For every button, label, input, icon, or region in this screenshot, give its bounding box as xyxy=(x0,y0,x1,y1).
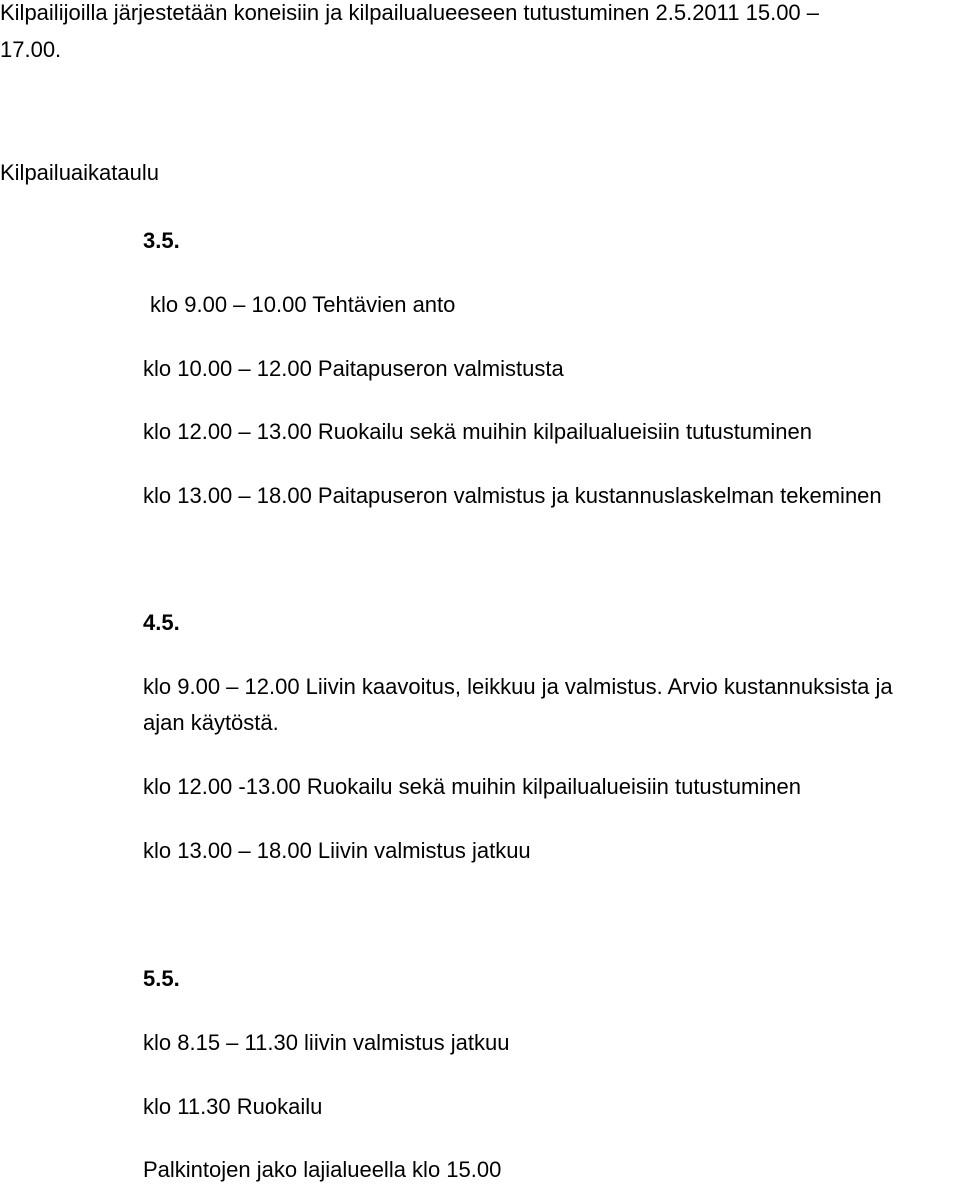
schedule-item: klo 13.00 – 18.00 Paitapuseron valmistus ja kustannuslaskelman tekeminen xyxy=(143,483,882,508)
schedule-item: klo 9.00 – 10.00 Tehtävien anto xyxy=(150,292,456,317)
schedule-item: ajan käytöstä. xyxy=(143,710,279,735)
schedule-item: klo 10.00 – 12.00 Paitapuseron valmistusta xyxy=(143,356,564,381)
intro-line-1: Kilpailijoilla järjestetään koneisiin ja kilpailualueeseen tutustuminen 2.5.2011 15.00 – xyxy=(0,0,820,25)
schedule-item: klo 11.30 Ruokailu xyxy=(143,1094,323,1119)
day-date: 4.5. xyxy=(143,610,180,635)
day-date: 3.5. xyxy=(143,228,180,253)
schedule-item: klo 8.15 – 11.30 liivin valmistus jatkuu xyxy=(143,1030,510,1055)
schedule-item: klo 9.00 – 12.00 Liivin kaavoitus, leikkuu ja valmistus. Arvio kustannuksista ja xyxy=(143,674,893,699)
schedule-title: Kilpailuaikataulu xyxy=(0,160,159,185)
intro-line-2: 17.00. xyxy=(0,37,62,62)
day-date: 5.5. xyxy=(143,966,180,991)
schedule-item: klo 12.00 – 13.00 Ruokailu sekä muihin kilpailualueisiin tutustuminen xyxy=(143,419,812,444)
schedule-item: klo 13.00 – 18.00 Liivin valmistus jatkuu xyxy=(143,838,531,863)
schedule-item: Palkintojen jako lajialueella klo 15.00 xyxy=(143,1157,502,1182)
schedule-item: klo 12.00 -13.00 Ruokailu sekä muihin kilpailualueisiin tutustuminen xyxy=(143,774,801,799)
